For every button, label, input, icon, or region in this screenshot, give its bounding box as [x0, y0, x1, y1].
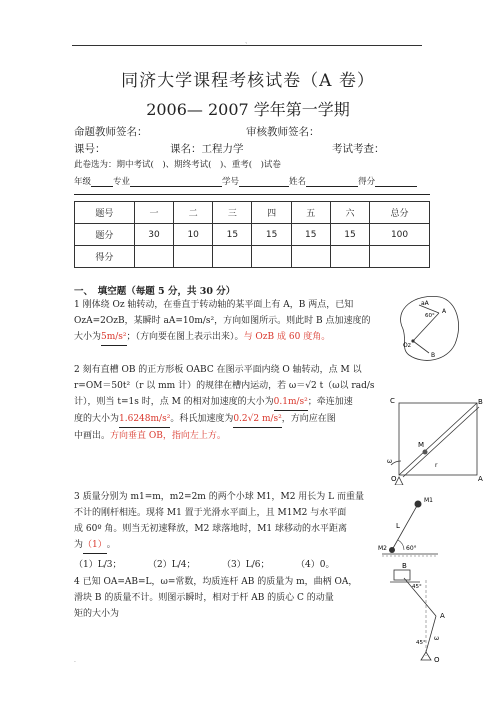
table-cell[interactable] [330, 246, 369, 268]
fig1-label: Oz [403, 342, 411, 349]
info-rule [74, 194, 430, 195]
score-field[interactable] [375, 176, 417, 187]
fig1-label: B [431, 352, 436, 359]
course-number: 课号： [74, 143, 106, 155]
q1-line: 1 刚体绕 Oz 轴转动，在垂直于转动轴的某平面上有 A，B 两点，已知 [74, 300, 354, 310]
figure-2-square-plate [385, 395, 485, 485]
course-name: 课名：工程力学 [170, 143, 244, 155]
q2-line: 2 刻有直槽 OB 的正方形板 OABC 在图示平面内绕 O 轴转动，点 M 以 [74, 365, 362, 375]
q3-option: （3）L/6； [222, 560, 270, 570]
table-row [75, 224, 430, 246]
table-cell: 15 [252, 224, 291, 246]
table-header: 四 [252, 202, 291, 224]
table-cell[interactable] [174, 246, 213, 268]
table-cell: 100 [370, 224, 430, 246]
major-field[interactable] [130, 176, 222, 187]
fig1-label: 60° [425, 313, 435, 319]
table-header: 六 [330, 202, 369, 224]
q2-line: 度的大小为1.6248m/s²。科氏加速度为0.2√2 m/s²，方向应在图 [74, 411, 399, 428]
question-3 [74, 489, 374, 554]
table-cell: 10 [174, 224, 213, 246]
q3-line: 3 质量分别为 m1=m，m2=2m 的两个小球 M1，M2 用长为 L 而重量 [74, 492, 365, 502]
table-cell[interactable] [370, 246, 430, 268]
table-cell[interactable] [291, 246, 330, 268]
q3-option: （1）L/3； [74, 560, 122, 570]
fig3-label: M1 [424, 497, 433, 504]
q2-line: 中画出。方向垂直 OB，指向左上方。 [74, 431, 226, 441]
table-row [75, 202, 430, 224]
review-sign: 审核教师签名： [246, 126, 320, 138]
q3-line: 为（1）。 [74, 537, 374, 554]
fig4-label: 45° [412, 584, 422, 590]
exam-title: 同济大学课程考核试卷（A 卷） [121, 71, 375, 91]
q2-note: 方向垂直 OB，指向左上方。 [110, 431, 226, 441]
q4-line: 滑块 B 的质量不计。则图示瞬时，相对于杆 AB 的质心 C 的动量 [74, 593, 334, 603]
score-table [74, 201, 430, 268]
fig4-label: A [440, 612, 445, 620]
question-1 [74, 297, 386, 346]
table-cell: 题分 [75, 224, 135, 246]
exam-type: 考试考查： [332, 143, 385, 155]
q3-answer: （1） [83, 537, 107, 554]
fig4-label: B [402, 562, 407, 570]
fig4-label: 45° [416, 640, 426, 646]
q3-line: 不计的刚杆相连。现将 M1 置于光滑水平面上，且 M1M2 与水平面 [74, 508, 347, 518]
grade-label: 年级 [74, 177, 92, 187]
teacher-sign: 命题教师签名： [74, 126, 148, 138]
header-rule [72, 45, 422, 46]
header-mark: 、 [245, 38, 252, 45]
q1-note: 与 OzB 成 60 度角。 [243, 332, 331, 342]
fig2-label: ω [387, 458, 393, 465]
table-cell: 15 [291, 224, 330, 246]
fig2-label: r [435, 462, 438, 469]
q2-line: 计），则当 t=1s 时，点 M 的相对加速度的大小为0.1m/s²；牵连加速 [74, 394, 399, 411]
q1-line: OzA=2OzB，某瞬时 aA=10m/s²，方向如图所示。则此时 B 点加速度的 [74, 316, 371, 326]
student-info-row [74, 175, 417, 187]
table-header: 总分 [370, 202, 430, 224]
fig3-label: L [396, 522, 400, 530]
q1-line: 大小为5m/s²；（方向要在图上表示出来）。与 OzB 成 60 度角。 [74, 329, 386, 346]
table-row [75, 246, 430, 268]
table-cell: 30 [134, 224, 173, 246]
q2-line: r=OM＝50t²（r 以 mm 计）的规律在槽内运动，若 ω＝√2 t（ω以 rad/s [74, 381, 375, 391]
table-cell[interactable] [213, 246, 252, 268]
figure-3-two-balls [378, 492, 444, 564]
fig4-label: ω [434, 635, 440, 642]
figure-4-crank-slider [390, 560, 465, 668]
exam-choice: 此卷选为：期中考试( )、期终考试( )、重考( )试卷 [74, 160, 281, 170]
q3-option: （2）L/4； [148, 560, 196, 570]
exam-subtitle: 2006— 2007 学年第一学期 [146, 100, 350, 119]
id-label: 学号 [222, 177, 240, 187]
q1-answer: 5m/s² [101, 332, 127, 342]
fig2-label: B [478, 398, 483, 406]
table-cell: 15 [213, 224, 252, 246]
figure-1-rigid-body [385, 289, 467, 369]
fig4-label: O [434, 656, 440, 664]
grade-field[interactable] [91, 176, 113, 187]
table-header: 三 [213, 202, 252, 224]
q2-answer-1: 0.1m/s² [274, 394, 308, 411]
table-header: 题号 [75, 202, 135, 224]
question-2 [74, 362, 399, 444]
score-label: 得分 [358, 177, 376, 187]
fig1-label: A [442, 308, 447, 315]
table-header: 二 [174, 202, 213, 224]
fig2-label: M [418, 441, 425, 449]
fig2-label: O [391, 475, 397, 483]
fig3-label: M2 [378, 545, 387, 552]
table-header: 一 [134, 202, 173, 224]
fig2-label: C [390, 397, 395, 405]
table-header: 五 [291, 202, 330, 224]
fig1-label: aA [421, 300, 429, 307]
table-cell[interactable] [134, 246, 173, 268]
q3-line: 成 60º 角。则当无初速释放，M2 球落地时，M1 球移动的水平距离 [74, 524, 348, 534]
q3-option: （4）0。 [296, 560, 335, 570]
q2-answer-3: 0.2√2 m/s² [233, 411, 281, 428]
fig3-label: 60° [406, 545, 417, 552]
footer-mark: . [74, 657, 76, 664]
name-label: 姓名 [289, 177, 307, 187]
q2-answer-2: 1.6248m/s² [119, 411, 170, 428]
question-4 [74, 574, 374, 622]
q3-options [74, 557, 374, 573]
name-field[interactable] [306, 176, 358, 187]
student-id-field[interactable] [239, 176, 289, 187]
fig2-label: A [478, 475, 483, 483]
table-cell[interactable] [252, 246, 291, 268]
table-cell: 得分 [75, 246, 135, 268]
table-cell: 15 [330, 224, 369, 246]
q4-line: 矩的大小为 [74, 609, 120, 619]
section-heading: 一、 填空题（每题 5 分，共 30 分） [74, 286, 236, 297]
major-label: 专业 [113, 177, 131, 187]
q4-line: 4 已知 OA=AB=L，ω=常数，均质连杆 AB 的质量为 m，曲柄 OA， [74, 577, 358, 587]
